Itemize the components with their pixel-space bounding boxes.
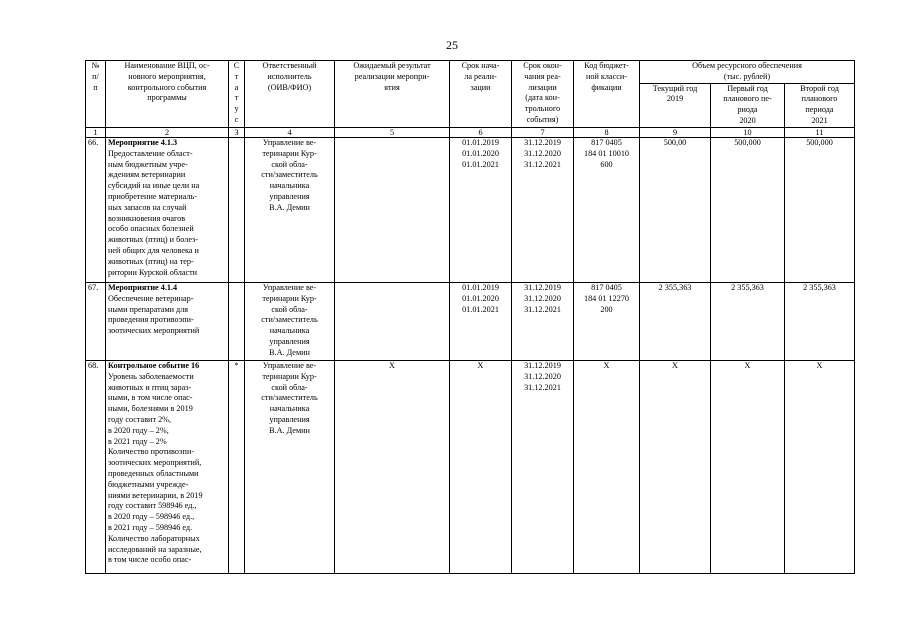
end-date: 31.12.2021 xyxy=(524,159,561,169)
executor-line: управления xyxy=(269,336,310,346)
row-status-text: * xyxy=(234,361,239,370)
header-executor: Ответственный исполнитель (ОИВ/ФИО) xyxy=(245,61,335,128)
row-description-line: Обеспечение ветеринар- xyxy=(108,293,194,303)
header-name: Наименование ВЦП, ос- новного мероприятия, контрольного события программы xyxy=(106,61,229,128)
executor-line: В.А. Демин xyxy=(269,425,310,435)
row-title: Контрольное событие 16 xyxy=(108,361,200,370)
executor-line: Управление ве- xyxy=(262,138,317,147)
row-description-line: Предоставление област- xyxy=(108,148,193,158)
row-result xyxy=(335,283,450,361)
row-description-line: зоотических мероприятий, xyxy=(108,458,202,468)
row-description-line: ритории Курской области xyxy=(108,267,198,277)
executor-line: Управление ве- xyxy=(262,283,317,292)
row-description-line: животных (птиц) на тер- xyxy=(108,256,194,266)
executor-line: управления xyxy=(269,414,310,424)
row-value-2020 xyxy=(711,283,785,361)
row-end-date xyxy=(512,283,574,361)
row-name xyxy=(106,138,229,283)
row-status xyxy=(229,361,245,574)
row-value-2019 xyxy=(640,283,711,361)
row-description-line: Уровень заболеваемости xyxy=(108,371,194,381)
start-date: 01.01.2019 xyxy=(462,283,499,292)
budget-code-line: 817 0405 xyxy=(591,138,622,147)
executor-line: ской обла- xyxy=(271,382,308,392)
end-date: 31.12.2020 xyxy=(524,148,561,158)
start-date: Х xyxy=(477,361,484,370)
end-date: 31.12.2019 xyxy=(524,283,561,292)
row-number xyxy=(86,138,106,283)
header-code: Код бюджет- ной класси- фикации xyxy=(574,61,640,128)
row-description-line: ным бюджетным учре- xyxy=(108,159,188,169)
header-result: Ожидаемый результат реализации меропри- ятия xyxy=(335,61,450,128)
header-volume: Объем ресурсного обеспечения (тыс. рублей) xyxy=(640,61,855,84)
column-number-5: 5 xyxy=(335,128,450,138)
header-year-2020: Первый год планового пе- риода 2020 xyxy=(711,83,785,127)
value-2021: Х xyxy=(816,361,823,370)
budget-code-line: 200 xyxy=(600,304,613,314)
executor-line: В.А. Демин xyxy=(269,202,310,212)
row-description-line: животных (птиц) и болез- xyxy=(108,235,199,245)
value-2020: 500,000 xyxy=(734,138,761,147)
row-executor xyxy=(245,138,335,283)
row-number xyxy=(86,283,106,361)
table-row xyxy=(86,283,855,361)
column-number-11: 11 xyxy=(785,128,855,138)
row-description-line: субсидий на иные цели на xyxy=(108,181,200,191)
row-description-line: возникновения очагов xyxy=(108,213,186,223)
budget-code-line: Х xyxy=(603,361,610,370)
row-result xyxy=(335,361,450,574)
start-date: 01.01.2020 xyxy=(462,293,499,303)
executor-line: сти/заместитель xyxy=(261,315,318,325)
row-number xyxy=(86,361,106,574)
value-2021: 500,000 xyxy=(806,138,833,147)
value-2020: 2 355,363 xyxy=(731,283,764,292)
executor-line: Управление ве- xyxy=(262,361,317,370)
row-description-line: бюджетными учрежде- xyxy=(108,479,189,489)
executor-line: теринарии Кур- xyxy=(262,293,317,303)
row-description-line: проведенных областными xyxy=(108,468,199,478)
end-date: 31.12.2019 xyxy=(524,138,561,147)
start-date: 01.01.2021 xyxy=(462,159,499,169)
row-start-date xyxy=(450,283,512,361)
header-start: Срок нача- ла реали- зации xyxy=(450,61,512,128)
row-value-2020 xyxy=(711,361,785,574)
row-status xyxy=(229,138,245,283)
row-number-text: 66. xyxy=(88,138,99,147)
header-num: № п/ п xyxy=(86,61,106,128)
end-date: 31.12.2021 xyxy=(524,382,561,392)
value-2019: Х xyxy=(672,361,678,370)
budget-code-line: 184 01 10010 xyxy=(583,148,630,158)
end-date: 31.12.2019 xyxy=(524,361,561,370)
row-description-line: в 2021 году – 598946 ед. xyxy=(108,522,193,532)
executor-line: теринарии Кур- xyxy=(262,148,317,158)
program-table xyxy=(85,60,855,574)
column-number-6: 6 xyxy=(450,128,512,138)
row-description-line: особо опасных болезней xyxy=(108,224,194,234)
column-number-7: 7 xyxy=(512,128,574,138)
executor-line: начальника xyxy=(269,181,310,191)
row-name xyxy=(106,361,229,574)
executor-line: сти/заместитель xyxy=(261,393,318,403)
row-executor xyxy=(245,361,335,574)
row-description-line: году составит 598946 ед., xyxy=(108,501,197,511)
column-number-2: 2 xyxy=(106,128,229,138)
end-date: 31.12.2020 xyxy=(524,371,561,381)
row-description-line: ных запасов на случай xyxy=(108,202,187,212)
header-status: С т а т у с xyxy=(229,61,245,128)
header-row-1 xyxy=(86,61,855,84)
header-year-2021: Второй год планового периода 2021 xyxy=(785,83,855,127)
value-2019: 2 355,363 xyxy=(658,283,692,292)
row-value-2020 xyxy=(711,138,785,283)
table-row xyxy=(86,361,855,574)
row-description-line: проведения противоэпи- xyxy=(108,315,194,325)
row-start-date xyxy=(450,361,512,574)
row-result xyxy=(335,138,450,283)
executor-line: сти/заместитель xyxy=(261,170,318,180)
column-number-8: 8 xyxy=(574,128,640,138)
row-value-2019 xyxy=(640,138,711,283)
row-description-line: ней общих для человека и xyxy=(108,245,199,255)
table-row xyxy=(86,138,855,283)
budget-code-line: 184 01 12270 xyxy=(583,293,630,303)
header-year-2019: Текущий год 2019 xyxy=(640,83,711,127)
row-number-text: 68. xyxy=(88,361,99,370)
executor-line: начальника xyxy=(269,404,310,414)
executor-line: начальника xyxy=(269,326,310,336)
row-value-2019 xyxy=(640,361,711,574)
row-description-line: в 2020 году – 598946 ед., xyxy=(108,512,195,522)
budget-code-line: 817 0405 xyxy=(591,283,622,292)
row-start-date xyxy=(450,138,512,283)
row-description-line: ждениям ветеринарии xyxy=(108,170,186,180)
row-status xyxy=(229,283,245,361)
row-description-line: ными, болезнями в 2019 xyxy=(108,404,193,414)
row-budget-code xyxy=(574,138,640,283)
column-number-3: 3 xyxy=(229,128,245,138)
row-description-line: приобретение материаль- xyxy=(108,191,197,201)
column-number-4: 4 xyxy=(245,128,335,138)
executor-line: теринарии Кур- xyxy=(262,371,317,381)
row-value-2021 xyxy=(785,283,855,361)
column-number-1: 1 xyxy=(86,128,106,138)
row-end-date xyxy=(512,361,574,574)
start-date: 01.01.2021 xyxy=(462,304,499,314)
row-description-line: ными препаратами для xyxy=(108,304,189,314)
row-executor xyxy=(245,283,335,361)
start-date: 01.01.2019 xyxy=(462,138,499,147)
value-2019: 500,00 xyxy=(663,138,687,147)
row-title: Мероприятие 4.1.4 xyxy=(108,283,178,292)
row-title: Мероприятие 4.1.3 xyxy=(108,138,178,147)
row-description-line: ниями ветеринарии, в 2019 xyxy=(108,490,203,500)
executor-line: ской обла- xyxy=(271,304,308,314)
row-number-text: 67. xyxy=(88,283,99,292)
value-2021: 2 355,363 xyxy=(803,283,836,292)
row-budget-code xyxy=(574,361,640,574)
row-budget-code xyxy=(574,283,640,361)
row-description-line: ными, в том числе опас- xyxy=(108,393,193,403)
end-date: 31.12.2020 xyxy=(524,293,561,303)
executor-line: В.А. Демин xyxy=(269,347,310,357)
column-number-10: 10 xyxy=(711,128,785,138)
executor-line: ской обла- xyxy=(271,159,308,169)
row-description-line: Количество лабораторных xyxy=(108,533,200,543)
budget-code-line: 600 xyxy=(600,159,613,169)
row-description-line: животных и птиц зараз- xyxy=(108,382,192,392)
header-end: Срок окон- чания реа- лизации (дата кон- трольного события) xyxy=(512,61,574,128)
row-description-line: Количество противоэпи- xyxy=(108,447,195,457)
row-value-2021 xyxy=(785,138,855,283)
value-2020: Х xyxy=(744,361,751,370)
row-description-line: году составит 2%, xyxy=(108,414,172,424)
page-number: 25 xyxy=(446,38,458,52)
row-description-line: в том числе особо опас- xyxy=(108,555,192,565)
row-description-line: в 2021 году – 2% xyxy=(108,436,167,446)
row-description-line: в 2020 году – 2%, xyxy=(108,425,169,435)
executor-line: управления xyxy=(269,191,310,201)
start-date: 01.01.2020 xyxy=(462,148,499,158)
end-date: 31.12.2021 xyxy=(524,304,561,314)
row-value-2021 xyxy=(785,361,855,574)
row-name xyxy=(106,283,229,361)
row-end-date xyxy=(512,138,574,283)
column-number-9: 9 xyxy=(640,128,711,138)
row-result-text: Х xyxy=(389,361,395,370)
row-description-line: зоотических мероприятий xyxy=(108,326,200,336)
row-description-line: исследований на заразные, xyxy=(108,544,202,554)
column-numbers-row xyxy=(86,128,855,138)
